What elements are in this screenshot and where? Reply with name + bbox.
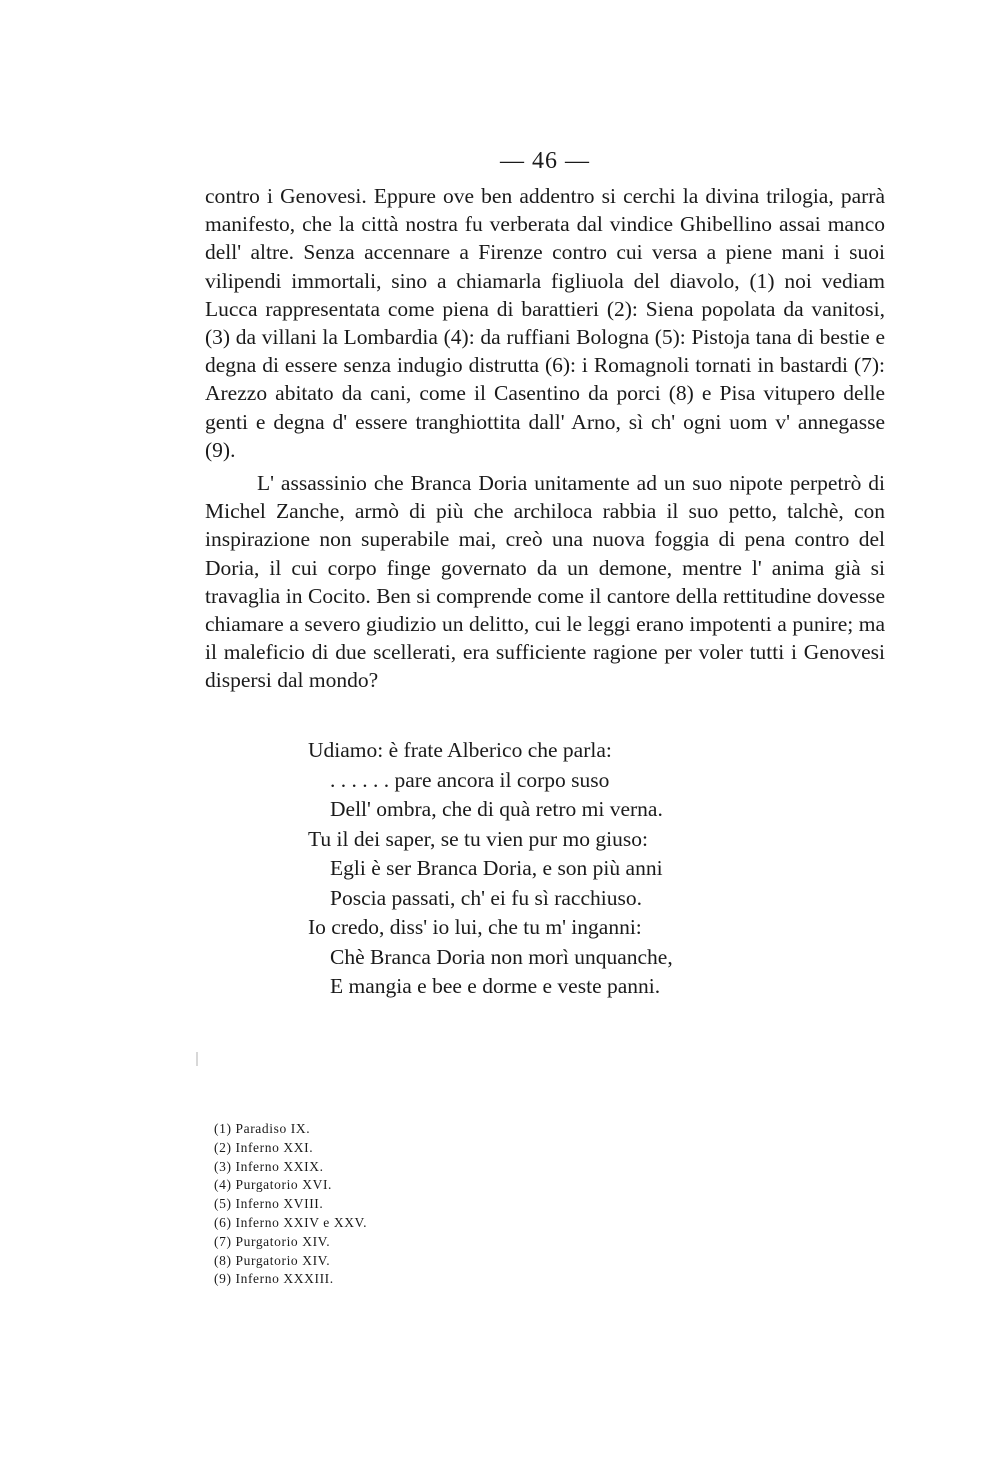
footnote: (1) Paradiso IX. bbox=[214, 1121, 311, 1136]
footnote: (9) Inferno XXXIII. bbox=[214, 1271, 334, 1287]
footnote: (7) Purgatorio XIV. bbox=[214, 1233, 331, 1249]
page-number: — 46 — bbox=[500, 148, 590, 174]
paragraph-1: contro i Genovesi. Eppure ove ben addentro si cerchi la divina trilogia, parrà manifesto, che la città nostra fu verberata dal vindice Ghibellino assai manco dell' altre. Senza accennare a Firenze contro cui versa a piene mani i suoi vilipendi immortali, sino a chiamarla figliuola del diavolo, (1) noi vediam Lucca rappresentata come piena di barattieri (2): Siena popolata da vanitosi, (3) da villani la Lombardia (4): da ruffiani Bologna (5): Pistoja tana di bestie e degna di essere senza indugio distrutta (6): i Romagnoli tornati in bastardi (7): Arezzo abitato da cani, come il Casentino da porci (8) e Pisa vitupero delle genti e degna d' essere tranghiottita dall' Arno, sì ch' ogni uom v' annegasse (9). bbox=[205, 184, 885, 462]
verse-line: . . . . . . pare ancora il corpo suso bbox=[330, 767, 610, 792]
scan-artifact bbox=[196, 1052, 198, 1066]
verse-line: Dell' ombra, che di quà retro mi verna. bbox=[330, 797, 663, 821]
verse-line: Egli è ser Branca Doria, e son più anni bbox=[330, 856, 663, 880]
verse-line: Poscia passati, ch' ei fu sì racchiuso. bbox=[330, 885, 642, 910]
footnote: (6) Inferno XXIV e XXV. bbox=[214, 1214, 368, 1230]
footnote: (3) Inferno XXIX. bbox=[214, 1158, 324, 1174]
verse-line: Chè Branca Doria non morì unquanche, bbox=[330, 944, 673, 969]
paragraph-2: L' assassinio che Branca Doria unitamente ad un suo nipote perpetrò di Michel Zanche, armò di più che archiloca rabbia il suo petto, talchè, con inspirazione non superabile mai, creò una nuova foggia di pena contro del Doria, il cui corpo finge governato da un demone, mentre l' anima già si travaglia in Cocito. Ben si comprende come il cantore della rettitudine dovesse chiamare a severo giudizio un delitto, cui le leggi erano impotenti a punire; ma il maleficio di due scellerati, era sufficiente ragione per voler tutti i Genovesi dispersi dal mondo? bbox=[205, 471, 885, 693]
footnote: (4) Purgatorio XVI. bbox=[214, 1177, 333, 1193]
verse-line: Udiamo: è frate Alberico che parla: bbox=[308, 738, 612, 762]
body-text bbox=[205, 182, 885, 695]
verse-line: Tu il dei saper, se tu vien pur mo giuso: bbox=[308, 826, 648, 851]
verse-line: Io credo, diss' io lui, che tu m' inganni: bbox=[308, 915, 642, 939]
verse-quotation bbox=[308, 736, 868, 1002]
footnote: (2) Inferno XXI. bbox=[214, 1139, 314, 1155]
footnotes bbox=[214, 1120, 614, 1289]
footnote: (8) Purgatorio XIV. bbox=[214, 1252, 331, 1268]
verse-line: E mangia e bee e dorme e veste panni. bbox=[330, 974, 661, 998]
footnote: (5) Inferno XVIII. bbox=[214, 1196, 324, 1212]
